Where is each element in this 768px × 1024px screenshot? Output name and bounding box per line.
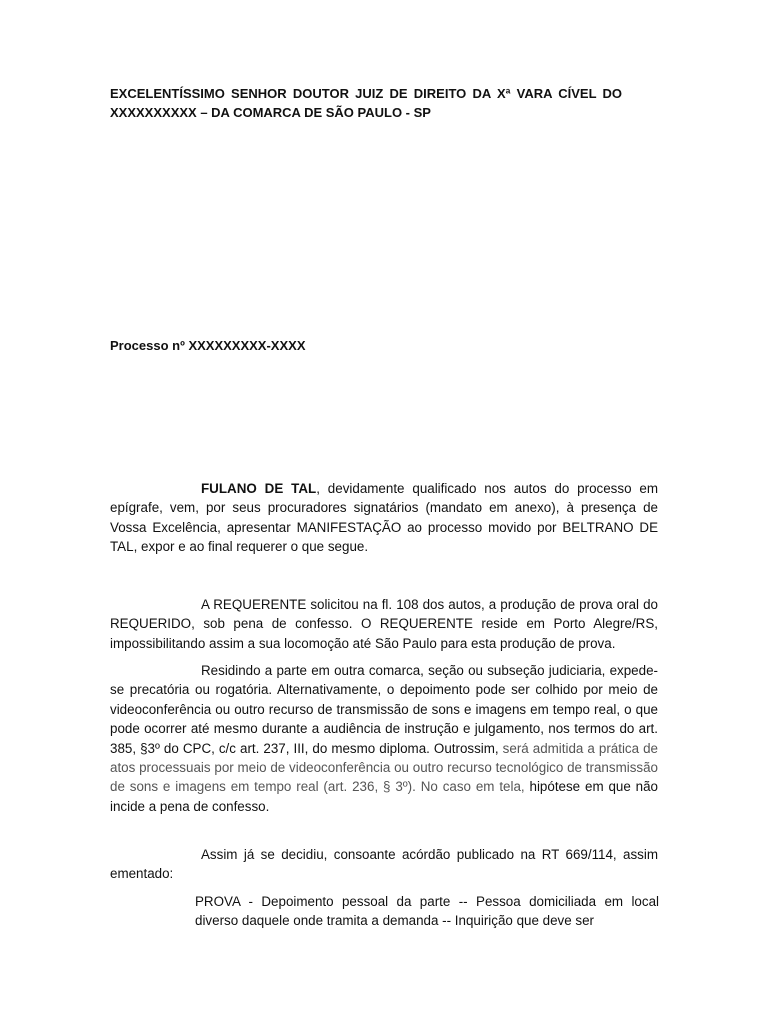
paragraph-argument xyxy=(110,661,658,816)
paragraph-argument-part1: Residindo a parte em outra comarca, seção ou subseção judiciaria, expede-se precatória ou rogatória. Alternativamente, o depoimento pode ser colhido por meio de videoconferência ou outro recurso de transmissão de sons e imagens em tempo real, o que pode ocorrer até mesmo durante a audiência de instrução e julgamento, nos termos do art. 385, §3º do CPC, c/c art. 237, III, do mesmo diploma. Outrossim, xyxy=(110,663,658,756)
paragraph-jurisprudence: Assim já se decidiu, consoante acórdão publicado na RT 669/114, assim ementado: xyxy=(110,847,658,882)
paragraph-argument-part3: hipótese em que não incide a pena de confesso. xyxy=(110,779,659,814)
party-name: FULANO DE TAL xyxy=(201,481,317,496)
process-number: Processo nº XXXXXXXXX-XXXX xyxy=(110,338,306,353)
paragraph-intro-text: , devidamente qualificado nos autos do processo em epígrafe, vem, por seus procuradores signatários (mandato em anexo), à presença de Vossa Excelência, apresentar MANIFESTAÇÃO ao processo movido por BELTRANO DE TAL, expor e ao final requerer o que segue. xyxy=(110,481,658,555)
paragraph-request: A REQUERENTE solicitou na fl. 108 dos autos, a produção de prova oral do REQUERIDO, sob pena de confesso. O REQUERENTE reside em Porto Alegre/RS, impossibilitando assim a sua locomoção até São Paulo para esta produção de prova. xyxy=(110,597,658,651)
document-header: EXCELENTÍSSIMO SENHOR DOUTOR JUIZ DE DIREITO DA Xª VARA CÍVEL DO XXXXXXXXXX – DA COMARCA DE SÃO PAULO - SP xyxy=(110,86,622,120)
paragraph-argument-part2: será admitida a prática de atos processuais por meio de videoconferência ou outro recurso tecnológico de transmissão de sons e imagens em tempo real (art. 236, § 3º). No caso em tela, xyxy=(110,740,658,795)
paragraph-intro xyxy=(110,479,658,557)
quoted-ementa: PROVA - Depoimento pessoal da parte -- Pessoa domiciliada em local diverso daquele onde tramita a demanda -- Inquirição que deve ser xyxy=(195,894,659,929)
